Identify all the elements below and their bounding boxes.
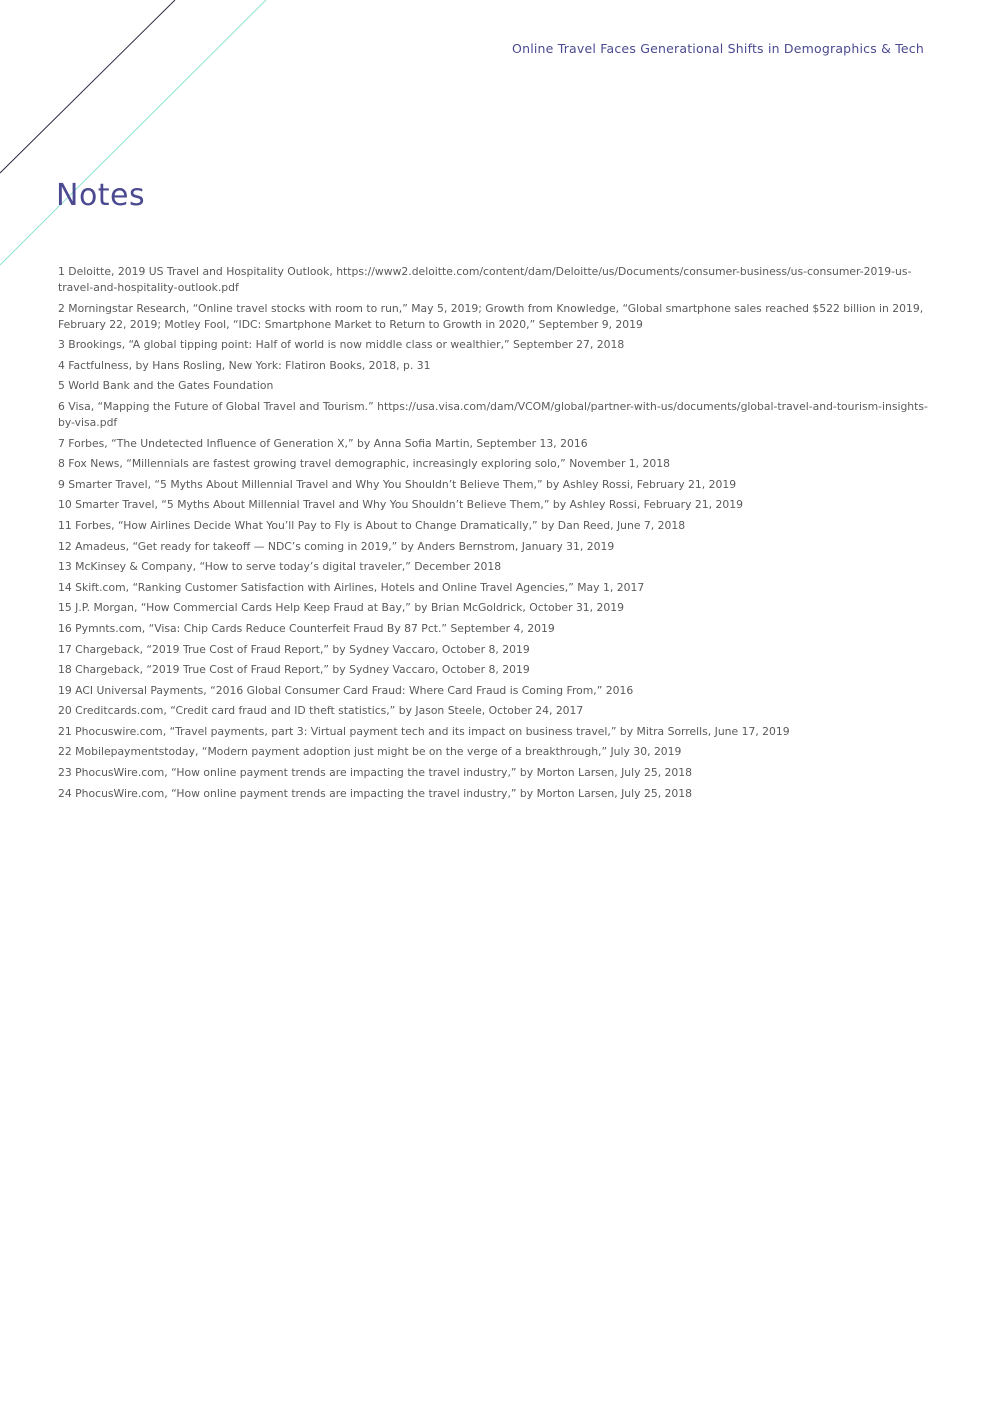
note-item: 10 Smarter Travel, “5 Myths About Millennial Travel and Why You Shouldn’t Believe Them,” by Ashley Rossi, February 21, 2019 <box>58 498 743 512</box>
note-item: 14 Skift.com, “Ranking Customer Satisfaction with Airlines, Hotels and Online Travel Agencies,” May 1, 2017 <box>58 580 645 594</box>
note-item: 15 J.P. Morgan, “How Commercial Cards Help Keep Fraud at Bay,” by Brian McGoldrick, October 31, 2019 <box>58 601 625 615</box>
note-item: 24 PhocusWire.com, “How online payment trends are impacting the travel industry,” by Morton Larsen, July 25, 2018 <box>58 786 693 800</box>
note-item: 23 PhocusWire.com, “How online payment trends are impacting the travel industry,” by Morton Larsen, July 25, 2018 <box>58 766 693 780</box>
deco-line-mint <box>0 0 266 265</box>
note-item: 22 Mobilepaymentstoday, “Modern payment adoption just might be on the verge of a breakthrough,” July 30, 2019 <box>58 745 682 759</box>
note-item: 16 Pymnts.com, “Visa: Chip Cards Reduce Counterfeit Fraud By 87 Pct.” September 4, 2019 <box>58 621 555 635</box>
note-item: 17 Chargeback, “2019 True Cost of Fraud Report,” by Sydney Vaccaro, October 8, 2019 <box>58 642 530 656</box>
note-item: 7 Forbes, “The Undetected Influence of Generation X,” by Anna Sofia Martin, September 13, 2016 <box>58 436 588 450</box>
corner-decoration <box>0 0 300 300</box>
note-item: 2 Morningstar Research, “Online travel stocks with room to run,” May 5, 2019; Growth from Knowledge, “Global smartphone sales reached $522 billion in 2019, February 22, 2019; Motley Fool, “IDC: Smartphone Market to Return to Growth in 2020,” September 9, 2019 <box>58 301 924 331</box>
page-title: Notes <box>56 178 146 213</box>
note-item: 6 Visa, “Mapping the Future of Global Travel and Tourism.” https://usa.visa.com/dam/VCOM/global/partner-with-us/documents/global-travel-and-tourism-insights-by-visa.pdf <box>58 399 928 429</box>
note-item: 13 McKinsey & Company, “How to serve today’s digital traveler,” December 2018 <box>58 560 502 574</box>
note-item: 19 ACI Universal Payments, “2016 Global Consumer Card Fraud: Where Card Fraud is Coming From,” 2016 <box>58 683 634 697</box>
deco-line-dark <box>0 0 175 173</box>
note-item: 4 Factfulness, by Hans Rosling, New York: Flatiron Books, 2018, p. 31 <box>58 358 431 372</box>
note-item: 8 Fox News, “Millennials are fastest growing travel demographic, increasingly exploring solo,” November 1, 2018 <box>58 457 671 471</box>
note-item: 21 Phocuswire.com, “Travel payments, part 3: Virtual payment tech and its impact on business travel,” by Mitra Sorrells, June 17, 2019 <box>58 724 790 738</box>
note-item: 20 Creditcards.com, “Credit card fraud and ID theft statistics,” by Jason Steele, October 24, 2017 <box>58 704 584 718</box>
note-item: 5 World Bank and the Gates Foundation <box>58 379 274 393</box>
notes-list <box>58 264 930 806</box>
note-item: 9 Smarter Travel, “5 Myths About Millennial Travel and Why You Shouldn’t Believe Them,” by Ashley Rossi, February 21, 2019 <box>58 477 737 491</box>
note-item: 3 Brookings, “A global tipping point: Half of world is now middle class or wealthier,” September 27, 2018 <box>58 338 625 352</box>
note-item: 18 Chargeback, “2019 True Cost of Fraud Report,” by Sydney Vaccaro, October 8, 2019 <box>58 663 530 677</box>
note-item: 12 Amadeus, “Get ready for takeoff — NDC’s coming in 2019,” by Anders Bernstrom, January 31, 2019 <box>58 539 615 553</box>
note-item: 11 Forbes, “How Airlines Decide What You’ll Pay to Fly is About to Change Dramatically,” by Dan Reed, June 7, 2018 <box>58 518 686 532</box>
running-header: Online Travel Faces Generational Shifts in Demographics & Tech <box>512 41 924 56</box>
note-item: 1 Deloitte, 2019 US Travel and Hospitality Outlook, https://www2.deloitte.com/content/dam/Deloitte/us/Documents/consumer-business/us-consumer-2019-us-travel-and-hospitality-outlook.pdf <box>58 265 912 294</box>
